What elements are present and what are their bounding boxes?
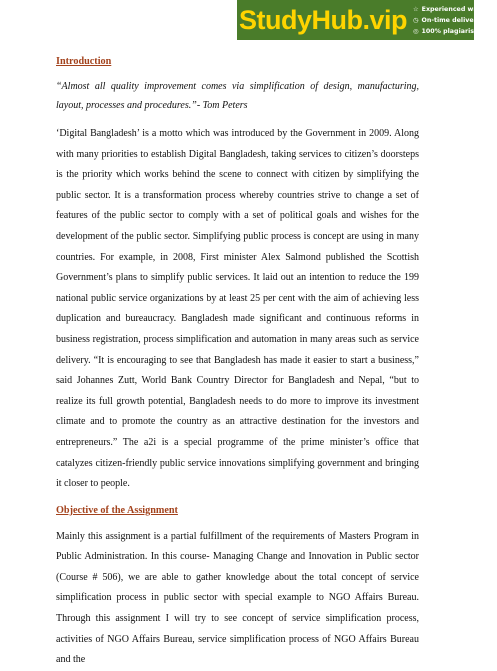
banner-features <box>413 4 497 37</box>
introduction-heading: Introduction <box>56 55 419 69</box>
star-icon: ☆ <box>413 6 419 13</box>
studyhub-logo[interactable]: StudyHub.vip <box>237 5 407 36</box>
epigraph-quote: “Almost all quality improvement comes via simplification of design, manufacturing, layout, processes and procedures.”- Tom Peters <box>56 77 419 115</box>
feature-plagiarism-free <box>413 26 497 37</box>
document-body <box>56 55 419 671</box>
introduction-paragraph: ‘Digital Bangladesh’ is a motto which was introduced by the Government in 2009. Along with many priorities to establish Digital Bangladesh, taking services to citizen’s doorsteps is the priority which works behind the scene to connect with citizen by simplifying the public sector. It is a transformation process whereby countries strive to change a set of features of the public sector to comply with a set of political goals and wishes for the development of the public sector. Simplifying public process is concept are using in many countries. For example, in 2008, First minister Alex Salmond published the Scottish Government’s plans to simplify public services. It laid out an intention to reduce the 199 national public service organizations by at least 25 per cent with the aim of achieving less duplication and bureaucracy. Bangladesh made significant and continuous reforms in business registration, process simplification and automation in many areas such as service delivery. “It is encouraging to see that Bangladesh has made it easier to start a business,” said Johannes Zutt, World Bank Country Director for Bangladesh and Nepal, “but to realize its full growth potential, Bangladesh needs to do more to improve its investment climate and to promote the country as an attractive destination for the investors and entrepreneurs.” The a2i is a special programme of the prime minister’s office that catalyzes citizen-friendly public service innovations simplifying government and bringing it closer to people. <box>56 124 419 495</box>
objective-paragraph: Mainly this assignment is a partial fulfillment of the requirements of Masters Program in Public Administration. In this course- Managing Change and Innovation in Public sector (Course # 506), we are able to gather knowledge about the total concept of service simplification process in public sector with special example to NGO Affairs Bureau. Through this assignment I will try to see concept of service simplification process, activities of NGO Affairs Bureau, service simplification process of NGO Affairs Bureau and the <box>56 527 419 671</box>
feature-on-time-delivery <box>413 15 497 26</box>
studyhub-banner[interactable] <box>237 0 474 40</box>
clock-icon: ◷ <box>413 17 419 24</box>
feature-experienced-writers <box>413 4 497 15</box>
percent-icon: ◎ <box>413 28 419 35</box>
feature-label: On-time delivery <box>422 17 481 24</box>
feature-label: 100% plagiarism free <box>422 28 497 35</box>
objective-heading: Objective of the Assignment <box>56 504 419 518</box>
feature-label: Experienced writers <box>422 6 493 13</box>
